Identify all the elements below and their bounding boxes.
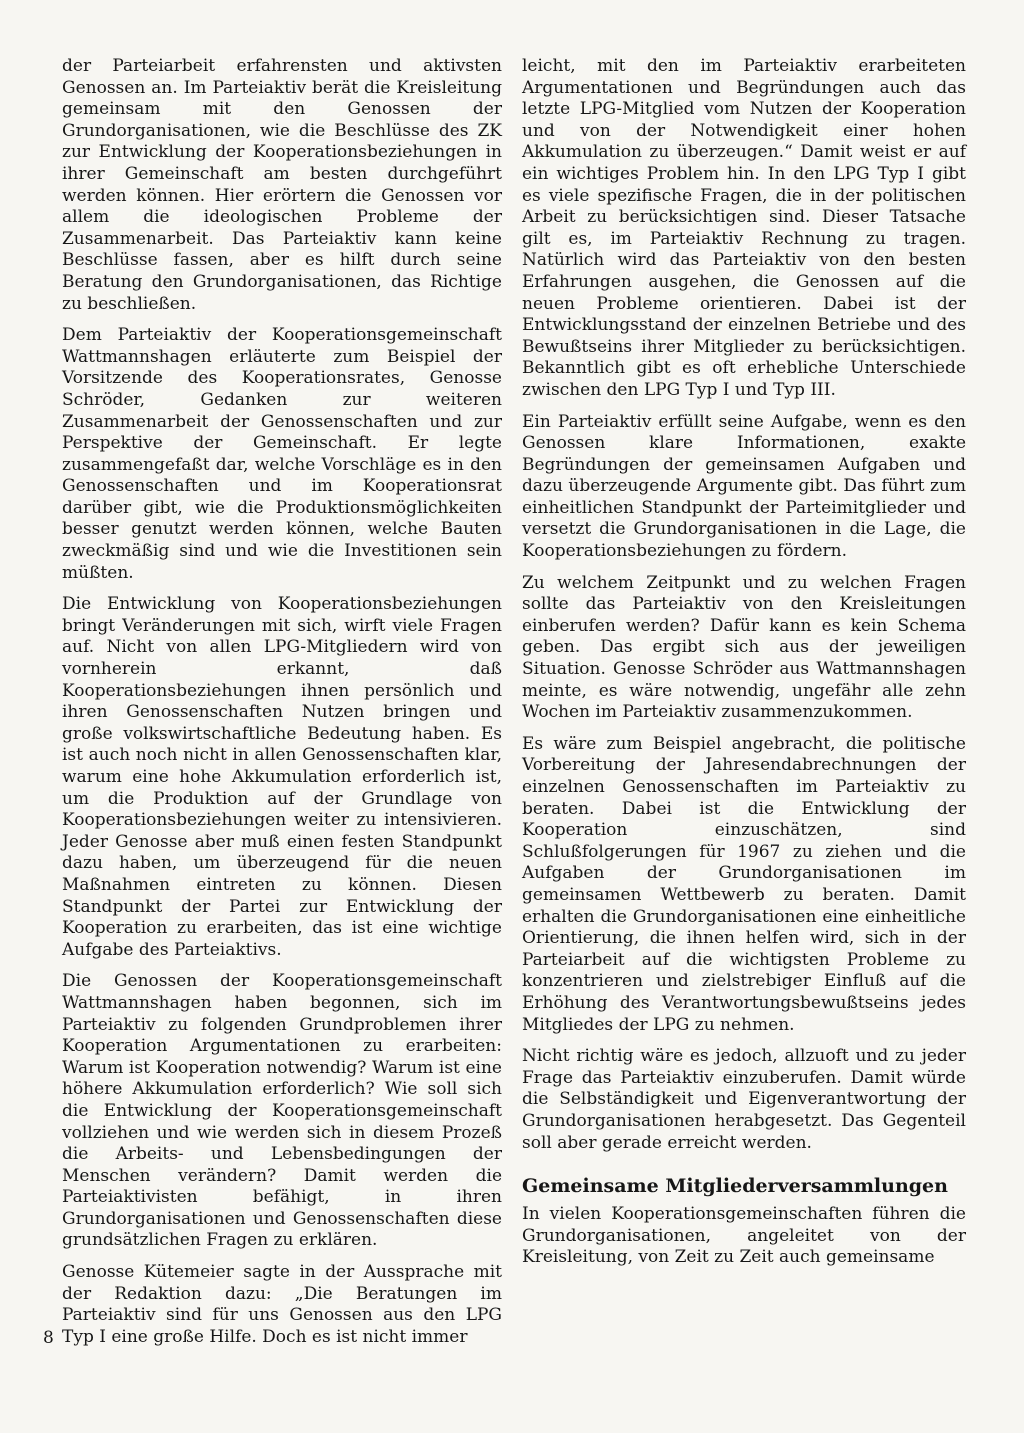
paragraph: Die Entwicklung von Kooperationsbeziehungen bringt Veränderungen mit sich, wirft viele Fragen auf. Nicht von allen LPG-Mitgliedern wird von vornherein erkannt, daß Kooperationsbeziehungen ihnen persönlich und ihren Genossenschaften Nutzen bringen und große volkswirtschaftliche Bedeutung haben. Es ist auch noch nicht in allen Genossenschaften klar, warum eine hohe Akkumulation erforderlich ist, um die Produktion auf der Grundlage von Kooperationsbeziehungen weiter zu intensivieren. Jeder Genosse aber muß einen festen Standpunkt dazu haben, um überzeugend für die neuen Maßnahmen eintreten zu können. Diesen Standpunkt der Partei zur Entwicklung der Kooperation zu erarbeiten, das ist eine wichtige Aufgabe des Parteiaktivs. (62, 594, 502, 960)
paragraph: Die Genossen der Kooperationsgemeinschaft Wattmannshagen haben begonnen, sich im Parteiaktiv zu folgenden Grundproblemen ihrer Kooperation Argumentationen zu erarbeiten: Warum ist Kooperation notwendig? Warum ist eine höhere Akkumulation erforderlich? Wie soll sich die Entwicklung der Kooperationsgemeinschaft vollziehen und wie werden sich in diesem Prozeß die Arbeits- und Lebensbedingungen der Menschen verändern? Damit werden die Parteiaktivisten befähigt, in ihren Grundorganisationen und Genossenschaften diese grundsätzlichen Fragen zu erklären. (62, 971, 502, 1251)
paragraph: Es wäre zum Beispiel angebracht, die politische Vorbereitung der Jahresendabrechnungen der einzelnen Genossenschaften im Parteiaktiv zu beraten. Dabei ist die Entwicklung der Kooperation einzuschätzen, sind Schlußfolgerungen für 1967 zu ziehen und die Aufgaben der Grundorganisationen im gemeinsamen Wettbewerb zu beraten. Damit erhalten die Grundorganisationen eine einheitliche Orientierung, die ihnen helfen wird, sich in der Parteiarbeit auf die wichtigsten Probleme zu konzentrieren und zielstrebiger Einfluß auf die Erhöhung des Verantwortungsbewußtseins jedes Mitgliedes der LPG zu nehmen. (522, 733, 966, 1035)
page-number: 8 (43, 1328, 54, 1348)
paragraph: der Parteiarbeit erfahrensten und aktivsten Genossen an. Im Parteiaktiv berät die Kreisleitung gemeinsam mit den Genossen der Grundorganisationen, wie die Beschlüsse des ZK zur Entwicklung der Kooperationsbeziehungen in ihrer Gemeinschaft am besten durchgeführt werden können. Hier erörtern die Genossen vor allem die ideologischen Probleme der Zusammenarbeit. Das Parteiaktiv kann keine Beschlüsse fassen, aber es hilft durch seine Beratung den Grundorganisationen, das Richtige zu beschließen. (62, 56, 502, 314)
paragraph: In vielen Kooperationsgemeinschaften führen die Grundorganisationen, angeleitet von der Kreisleitung, von Zeit zu Zeit auch gemeinsame (522, 1204, 966, 1268)
left-column (62, 56, 502, 1358)
paragraph: leicht, mit den im Parteiaktiv erarbeiteten Argumentationen und Begründungen auch das letzte LPG-Mitglied vom Nutzen der Kooperation und von der Notwendigkeit einer hohen Akkumulation zu überzeugen.“ Damit weist er auf ein wichtiges Problem hin. In den LPG Typ I gibt es viele spezifische Fragen, die in der politischen Arbeit zu berücksichtigen sind. Dieser Tatsache gilt es, im Parteiaktiv Rechnung zu tragen. Natürlich wird das Parteiaktiv von den besten Erfahrungen ausgehen, die Genossen auf die neuen Probleme orientieren. Dabei ist der Entwicklungsstand der einzelnen Betriebe und des Bewußtseins ihrer Mitglieder zu berücksichtigen. Bekanntlich gibt es oft erhebliche Unterschiede zwischen den LPG Typ I und Typ III. (522, 56, 966, 400)
paragraph: Zu welchem Zeitpunkt und zu welchen Fragen sollte das Parteiaktiv von den Kreisleitungen einberufen werden? Dafür kann es kein Schema geben. Das ergibt sich aus der jeweiligen Situation. Genosse Schröder aus Wattmannshagen meinte, es wäre notwendig, ungefähr alle zehn Wochen im Parteiaktiv zusammenzukommen. (522, 572, 966, 723)
paragraph: Dem Parteiaktiv der Kooperationsgemeinschaft Wattmannshagen erläuterte zum Beispiel der Vorsitzende des Kooperationsrates, Genosse Schröder, Gedanken zur weiteren Zusammenarbeit der Genossenschaften und zur Perspektive der Gemeinschaft. Er legte zusammengefaßt dar, welche Vorschläge es in den Genossenschaften und im Kooperationsrat darüber gibt, wie die Produktionsmöglichkeiten besser genutzt werden können, welche Bauten zweckmäßig sind und wie die Investitionen sein müßten. (62, 325, 502, 583)
right-column (522, 56, 966, 1279)
paragraph: Nicht richtig wäre es jedoch, allzuoft und zu jeder Frage das Parteiaktiv einzuberufen. Damit würde die Selbständigkeit und Eigenverantwortung der Grundorganisationen herabgesetzt. Das Gegenteil soll aber gerade erreicht werden. (522, 1046, 966, 1153)
paragraph: Genosse Kütemeier sagte in der Aussprache mit der Redaktion dazu: „Die Beratungen im Parteiaktiv sind für uns Genossen aus den LPG Typ I eine große Hilfe. Doch es ist nicht immer (62, 1262, 502, 1347)
paragraph: Ein Parteiaktiv erfüllt seine Aufgabe, wenn es den Genossen klare Informationen, exakte Begründungen der gemeinsamen Aufgaben und dazu überzeugende Argumente gibt. Das führt zum einheitlichen Standpunkt der Parteimitglieder und versetzt die Grundorganisationen in die Lage, die Kooperationsbeziehungen zu fördern. (522, 411, 966, 562)
section-heading: Gemeinsame Mitgliederversammlungen (522, 1175, 948, 1198)
